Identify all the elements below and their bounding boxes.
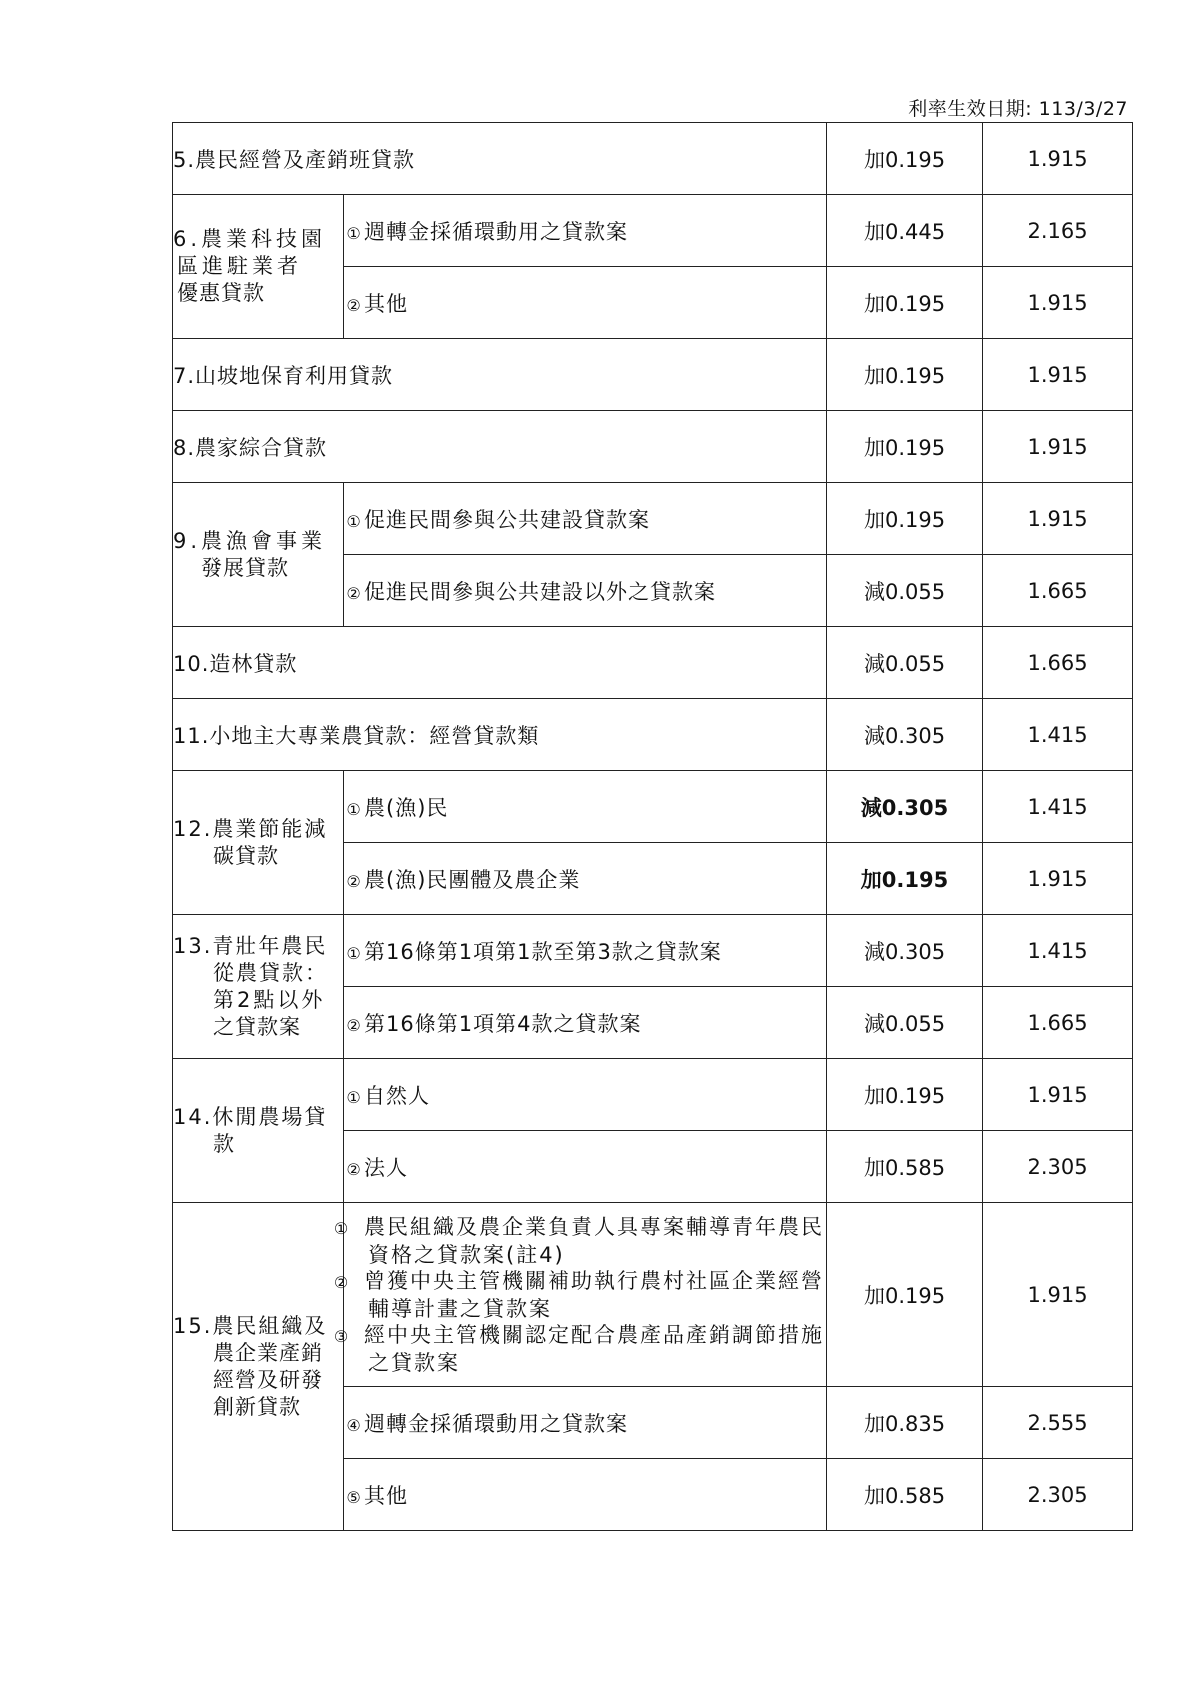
table-row-11: [173, 699, 1133, 771]
interest-rate: 1.915: [983, 1203, 1133, 1387]
sub-item-label: ④ 週轉金採循環動用之貸款案: [344, 1387, 827, 1459]
interest-rate: 1.915: [983, 483, 1133, 555]
interest-rate: 2.165: [983, 195, 1133, 267]
table-row-5: [173, 123, 1133, 195]
sub-item-label: ① 促進民間參與公共建設貸款案: [344, 483, 827, 555]
table-row-9a: [173, 483, 1133, 555]
sub-item-label: ② 其他: [344, 267, 827, 339]
sub-item-label: ① 農(漁)民: [344, 771, 827, 843]
table-row-10: [173, 627, 1133, 699]
sub-item-group: [333, 1203, 827, 1387]
effective-date: 利率生效日期: 113/3/27: [908, 98, 1128, 120]
interest-rate-table: [172, 122, 1133, 1531]
rate-adjustment: 減0.305: [827, 915, 983, 987]
interest-rate: 1.415: [983, 915, 1133, 987]
category-label: 15.農民組織及 農企業產銷 經營及研發 創新貸款: [173, 1203, 344, 1531]
list-item: ① 農民組織及農企業負責人具專案輔導青年農民資格之貸款案(註4): [333, 1214, 824, 1267]
sub-item-label: ② 農(漁)民團體及農企業: [344, 843, 827, 915]
interest-rate: 1.915: [983, 123, 1133, 195]
interest-rate: 1.915: [983, 267, 1133, 339]
sub-item-label: ② 法人: [344, 1131, 827, 1203]
table-row-15a: [173, 1203, 1133, 1387]
list-item: ③ 經中央主管機關認定配合農產品產銷調節措施之貸款案: [333, 1322, 824, 1375]
category-label: 12.農業節能減 碳貸款: [173, 771, 344, 915]
rate-adjustment: 減0.055: [827, 555, 983, 627]
table-row-12a: [173, 771, 1133, 843]
rate-adjustment: 減0.055: [827, 627, 983, 699]
rate-adjustment: 加0.585: [827, 1131, 983, 1203]
category-label: 6.農業科技園 區進駐業者 優惠貸款: [173, 195, 344, 339]
table-row-14a: [173, 1059, 1133, 1131]
table-row-13a: [173, 915, 1133, 987]
rate-adjustment: 加0.195: [827, 123, 983, 195]
interest-rate: 1.915: [983, 843, 1133, 915]
rate-adjustment: 減0.305: [827, 699, 983, 771]
category-label: 7.山坡地保育利用貸款: [173, 339, 827, 411]
rate-adjustment: 減0.305: [827, 771, 983, 843]
interest-rate: 2.305: [983, 1131, 1133, 1203]
rate-adjustment: 加0.195: [827, 267, 983, 339]
rate-adjustment: 加0.195: [827, 1203, 983, 1387]
rate-adjustment: 加0.195: [827, 483, 983, 555]
rate-adjustment: 加0.835: [827, 1387, 983, 1459]
sub-item-label: ① 第16條第1項第1款至第3款之貸款案: [344, 915, 827, 987]
category-label: 11.小地主大專業農貸款：經營貸款類: [173, 699, 827, 771]
table-row-6a: [173, 195, 1133, 267]
rate-adjustment: 加0.195: [827, 339, 983, 411]
category-label: 10.造林貸款: [173, 627, 827, 699]
interest-rate: 1.915: [983, 1059, 1133, 1131]
rate-adjustment: 加0.445: [827, 195, 983, 267]
sub-item-label: ⑤ 其他: [344, 1459, 827, 1531]
interest-rate: 1.665: [983, 987, 1133, 1059]
rate-adjustment: 加0.195: [827, 411, 983, 483]
rate-adjustment: 加0.195: [827, 1059, 983, 1131]
sub-item-label: ② 促進民間參與公共建設以外之貸款案: [344, 555, 827, 627]
category-label: 9.農漁會事業 發展貸款: [173, 483, 344, 627]
rate-adjustment: 減0.055: [827, 987, 983, 1059]
category-label: 14.休閒農場貸 款: [173, 1059, 344, 1203]
interest-rate: 2.305: [983, 1459, 1133, 1531]
sub-item-label: ① 自然人: [344, 1059, 827, 1131]
category-label: 13.青壯年農民 從農貸款： 第2點以外 之貸款案: [173, 915, 344, 1059]
category-label: 5.農民經營及產銷班貸款: [173, 123, 827, 195]
rate-adjustment: 加0.585: [827, 1459, 983, 1531]
table-row-7: [173, 339, 1133, 411]
sub-item-label: ② 第16條第1項第4款之貸款案: [344, 987, 827, 1059]
interest-rate: 1.665: [983, 627, 1133, 699]
list-item: ② 曾獲中央主管機關補助執行農村社區企業經營輔導計畫之貸款案: [333, 1268, 824, 1321]
interest-rate: 1.915: [983, 339, 1133, 411]
sub-item-label: ① 週轉金採循環動用之貸款案: [344, 195, 827, 267]
interest-rate: 1.665: [983, 555, 1133, 627]
table-row-8: [173, 411, 1133, 483]
interest-rate: 1.415: [983, 771, 1133, 843]
rate-adjustment: 加0.195: [827, 843, 983, 915]
interest-rate: 1.415: [983, 699, 1133, 771]
interest-rate: 1.915: [983, 411, 1133, 483]
category-label: 8.農家綜合貸款: [173, 411, 827, 483]
interest-rate: 2.555: [983, 1387, 1133, 1459]
